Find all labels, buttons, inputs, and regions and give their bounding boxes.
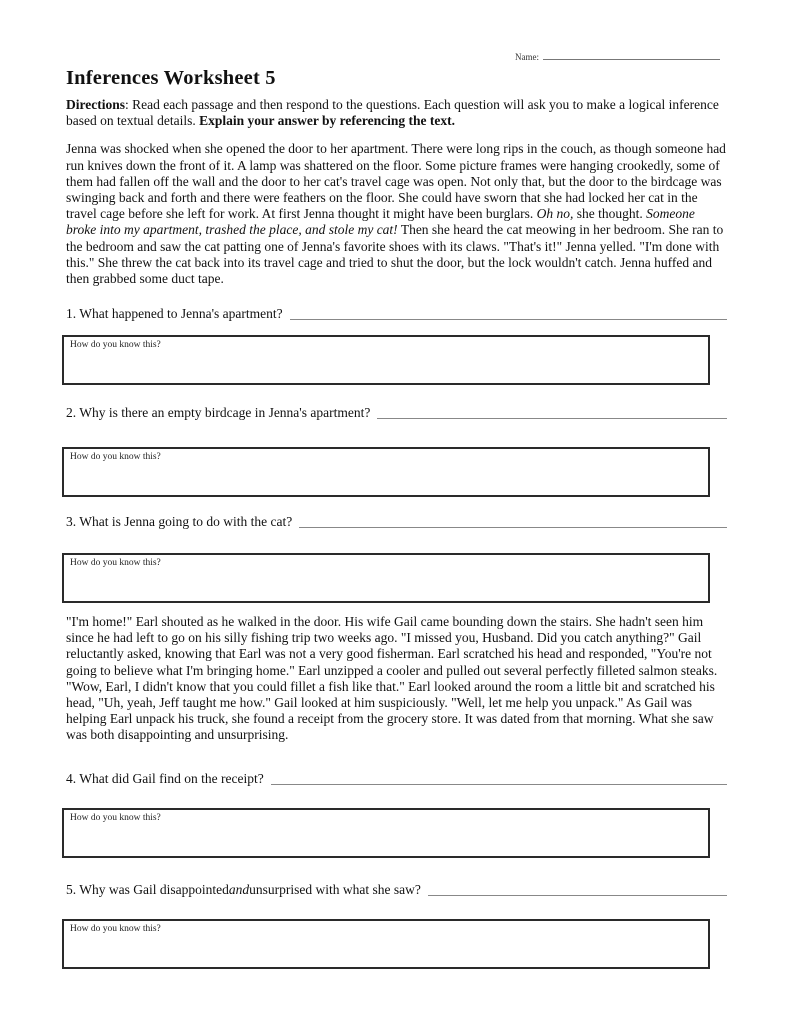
directions-label: Directions <box>66 97 125 112</box>
answer-box-2-label: How do you know this? <box>70 452 161 463</box>
question-2 <box>66 404 727 421</box>
answer-box-5[interactable] <box>62 919 710 969</box>
question-2-answer-line[interactable] <box>377 406 727 419</box>
name-label: Name: <box>515 52 539 62</box>
question-4-text: 4. What did Gail find on the receipt? <box>66 770 264 786</box>
question-5-post: unsurprised with what she saw? <box>249 881 421 897</box>
passage-1-text-2: she thought. <box>573 206 647 222</box>
question-4-answer-line[interactable] <box>271 772 727 785</box>
answer-box-3[interactable] <box>62 553 710 603</box>
passage-1-text: Jenna was shocked when she opened the door to her apartment. There were long rips in the couch, as though someone had run knives down the front of it. A lamp was shattered on the floor. Some picture frames were hanging crookedly, some of them had fallen off the wall and the door to her cat's travel cage was open. Not only that, but the door to the birdcage was swinging back and forth and there were feathers on the floor. She could have sworn that she had locked her cat in the travel cage before she left for work. At first Jenna thought it might have been burglars. <box>66 141 726 222</box>
question-1-answer-line[interactable] <box>290 307 727 320</box>
answer-box-1[interactable] <box>62 335 710 385</box>
question-3-answer-line[interactable] <box>299 515 727 528</box>
question-2-text: 2. Why is there an empty birdcage in Jenna's apartment? <box>66 405 371 421</box>
passage-1-italic-1: Oh no, <box>536 206 574 222</box>
directions-bold-tail: Explain your answer by referencing the text. <box>199 113 455 129</box>
passage-1 <box>66 141 727 287</box>
directions <box>66 97 727 129</box>
passage-1-text-3: Then she heard the cat meowing in her bedroom. She ran to the bedroom and saw the cat patting one of Jenna's favorite shoes with its claws. "That's it!" Jenna yelled. "I'm done with this." She threw the cat back into its travel cage and tried to shut the door, but the lock wouldn't catch. Jenna huffed and then grabbed some duct tape. <box>66 222 724 286</box>
sheet-content <box>66 0 727 969</box>
answer-box-3-label: How do you know this? <box>70 558 161 569</box>
directions-body: : Read each passage and then respond to the questions. Each question will ask you to make a logical inference based on textual details. <box>66 97 719 129</box>
question-1-text: 1. What happened to Jenna's apartment? <box>66 306 283 322</box>
passage-2-text: "I'm home!" Earl shouted as he walked in the door. His wife Gail came bounding down the stairs. She hadn't seen him since he had left to go on his silly fishing trip two weeks ago. "I missed you, Husband. Did you catch anything?" Gail reluctantly asked, knowing that Earl was not a very good fisherman. Earl scratched his head and responded, "You're not going to believe what I'm bringing home." Earl unzipped a cooler and pulled out several perfectly filleted salmon steaks. "Wow, Earl, I didn't know that you could fillet a fish like that." Earl looked around the room a little bit and scratched his head, "Uh, yeah, Jeff taught me how." Gail looked at him suspiciously. "Well, let me help you unpack." As Gail was helping Earl unpack his truck, she found a receipt from the grocery store. It was dated from that morning. What she saw was both disappointing and unsurprising. <box>66 614 718 743</box>
question-3 <box>66 513 727 530</box>
answer-box-2[interactable] <box>62 447 710 497</box>
answer-box-1-label: How do you know this? <box>70 340 161 351</box>
question-5-text: 5. Why was Gail disappointed <box>66 881 229 897</box>
question-5-answer-line[interactable] <box>428 883 727 896</box>
name-input-line[interactable] <box>543 50 720 60</box>
answer-box-4[interactable] <box>62 808 710 858</box>
question-4 <box>66 770 727 787</box>
question-5 <box>66 881 727 898</box>
question-1 <box>66 305 727 322</box>
question-3-text: 3. What is Jenna going to do with the cat? <box>66 514 293 530</box>
answer-box-4-label: How do you know this? <box>70 812 161 823</box>
question-5-italic: and <box>228 881 250 897</box>
name-field-row <box>515 50 720 62</box>
answer-box-5-label: How do you know this? <box>70 923 161 934</box>
page-title: Inferences Worksheet 5 <box>66 67 276 89</box>
passage-1-italic-2: Someone broke into my apartment, trashed the place, and stole my cat! <box>66 206 695 238</box>
passage-2 <box>66 614 727 744</box>
